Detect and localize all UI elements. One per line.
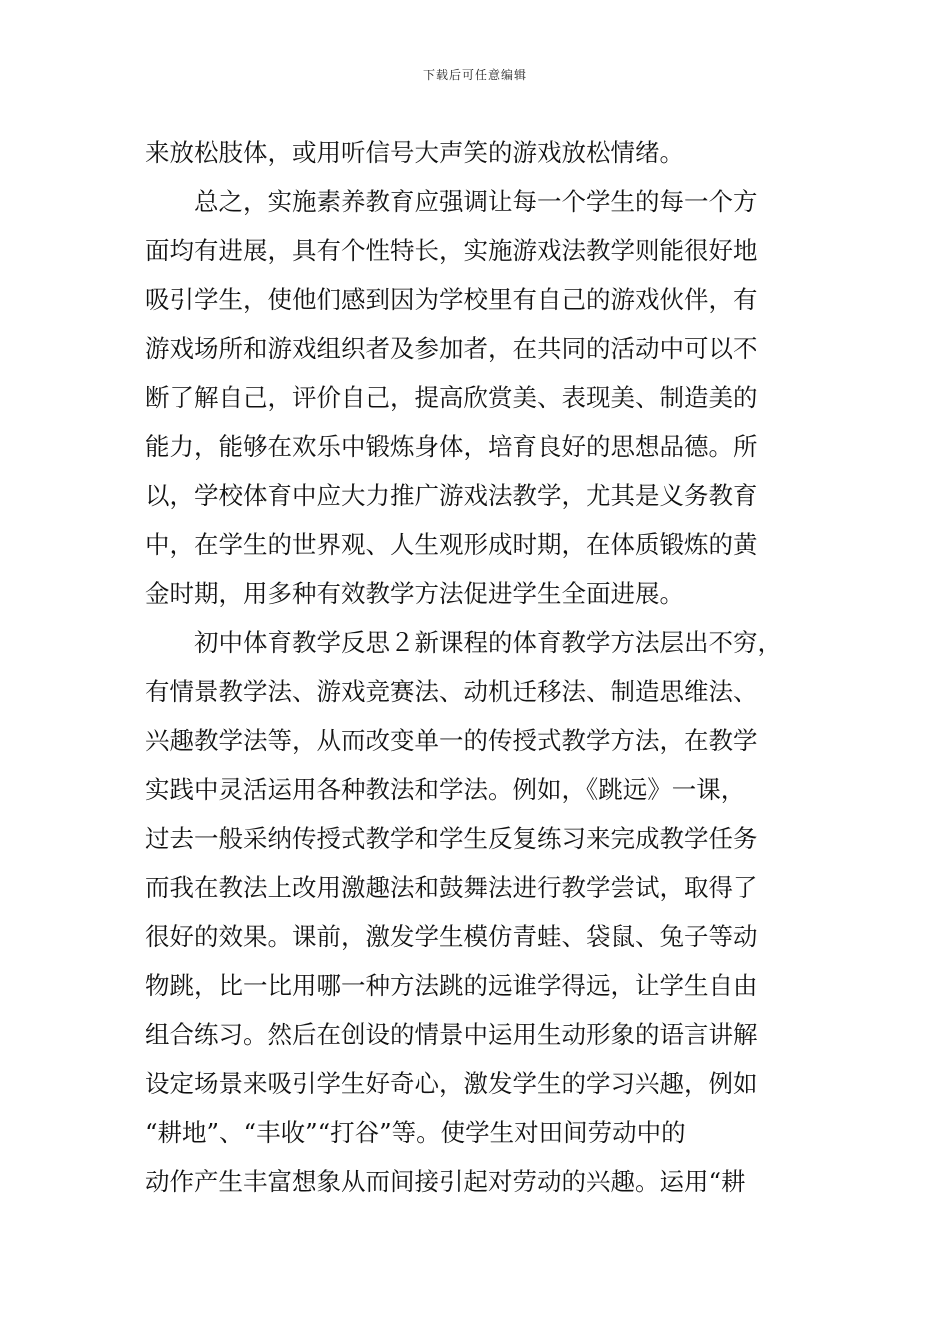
text-line: 兴趣教学法等，从而改变单一的传授式教学方法，在教学	[145, 726, 758, 755]
text-line: 组合练习。然后在创设的情景中运用生动形象的语言讲解	[145, 1020, 758, 1049]
text-line: 而我在教法上改用激趣法和鼓舞法进行教学尝试，取得了	[145, 873, 758, 902]
text-line: “耕地”、“丰收”“打谷”等。使学生对田间劳动中的	[145, 1118, 686, 1147]
text-line: 设定场景来吸引学生好奇心，激发学生的学习兴趣，例如	[145, 1069, 758, 1098]
text-line: 金时期，用多种有效教学方法促进学生全面进展。	[145, 579, 684, 608]
text-line: 总之，实施素养教育应强调让每一个学生的每一个方	[194, 187, 758, 216]
text-line: 游戏场所和游戏组织者及参加者，在共同的活动中可以不	[145, 334, 758, 363]
text-line: 中，在学生的世界观、人生观形成时期，在体质锻炼的黄	[145, 530, 758, 559]
text-line: 过去一般采纳传授式教学和学生反复练习来完成教学任务	[145, 824, 758, 853]
text-line: 很好的效果。课前，激发学生模仿青蛙、袋鼠、兔子等动	[145, 922, 758, 951]
text-line: 物跳，比一比用哪一种方法跳的远谁学得远，让学生自由	[145, 971, 758, 1000]
text-line: 初中体育教学反思２新课程的体育教学方法层出不穷，	[194, 628, 782, 657]
page-header: 下载后可任意编辑	[422, 68, 527, 82]
text-line: 有情景教学法、游戏竞赛法、动机迁移法、制造思维法、	[145, 677, 758, 706]
text-line: 能力，能够在欢乐中锻炼身体，培育良好的思想品德。所	[145, 432, 758, 461]
text-line: 实践中灵活运用各种教法和学法。例如，《跳远》一课，	[145, 775, 746, 804]
text-line: 面均有进展，具有个性特长，实施游戏法教学则能很好地	[145, 236, 758, 265]
document-body	[145, 128, 810, 1206]
text-line: 来放松肢体，或用听信号大声笑的游戏放松情绪。	[145, 138, 684, 167]
text-line: 以，学校体育中应大力推广游戏法教学，尤其是义务教育	[145, 481, 758, 510]
text-line: 动作产生丰富想象从而间接引起对劳动的兴趣。运用“耕	[145, 1167, 746, 1196]
text-line: 断了解自己，评价自己，提高欣赏美、表现美、制造美的	[145, 383, 758, 412]
text-line: 吸引学生，使他们感到因为学校里有自己的游戏伙伴，有	[145, 285, 758, 314]
